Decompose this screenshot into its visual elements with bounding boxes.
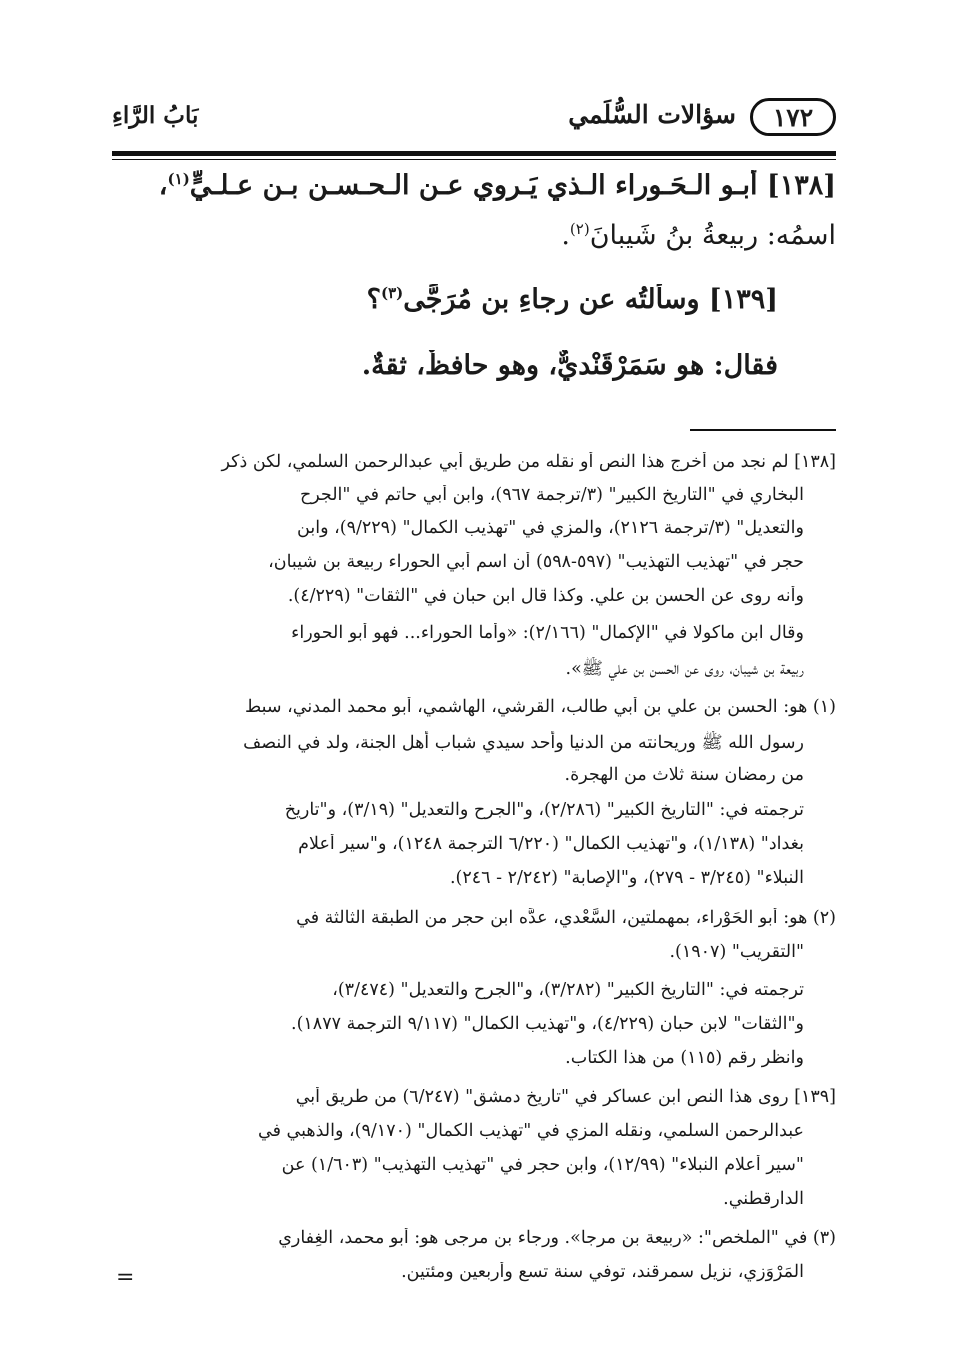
footnote-line: الدارقطني. bbox=[723, 1189, 804, 1209]
footnote-line: (١) هو: الحسن بن علي بن أبي طالب، القرشي، الهاشمي، أبو محمد المدني، سبط bbox=[244, 697, 836, 717]
page-header bbox=[112, 92, 836, 148]
footnote-line: وانظر رقم (١١٥) من هذا الكتاب. bbox=[565, 1048, 804, 1068]
footnote-ref-1[interactable]: (١) bbox=[167, 170, 190, 188]
footnote-separator bbox=[690, 429, 836, 431]
footnote-line: المَرْوَزي، نزيل سمرقند، توفي سنة تسع وأربعين ومئتين. bbox=[401, 1262, 804, 1282]
footnote-line: البخاري في "التاريخ الكبير" (٣/ترجمة ٩٦٧)، وابن أبي حاتم في "الجرح bbox=[299, 485, 804, 505]
entry-138-line-1: [١٣٨] أبـو الـحَـوراء الـذي يَـروي عـن الـحـسـنِ بـنِ عـلـيٍّ$^{(١)}$، bbox=[158, 170, 836, 201]
footnote-line: ترجمته في: "التاريخ الكبير" (٣/٢٨٢)، و"الجرح والتعديل" (٣/٤٧٤)، bbox=[332, 980, 804, 1000]
footnote-line: (٣) في "الملخص": «ربيعة بن مرجا». ورجاء بن مرجى هو: أبو محمد، الغِفاري bbox=[278, 1228, 836, 1248]
footnote-line: (٢) هو: أبو الحَوْراء، بمهملتين، السَّعْدي، عدَّه ابن حجر من الطبقة الثالثة في bbox=[296, 908, 836, 928]
continuation-mark: = bbox=[116, 1265, 135, 1290]
footnote-line: و"الثقات" لابن حبان (٤/٢٢٩)، و"تهذيب الكمال" (٩/١١٧ الترجمة ١٨٧٧). bbox=[291, 1014, 804, 1034]
footnote-line: ترجمته في: "التاريخ الكبير" (٢/٢٨٦)، و"الجرح والتعديل" (٣/١٩)، و"تاريخ bbox=[284, 800, 804, 820]
footnote-line: بغداد" (١/١٣٨)، و"تهذيب الكمال" (٦/٢٢٠ الترجمة ١٢٤٨)، و"سير أعلام bbox=[298, 834, 804, 854]
footnote-line: عبدالرحمن السلمي، ونقله المزي في "تهذيب الكمال" (٩/١٧٠)، والذهبي في bbox=[258, 1121, 804, 1141]
footnote-line: النبلاء" (٣/٢٤٥ - ٢٧٩)، و"الإصابة" (٢/٢٤٢ - ٢٤٦). bbox=[449, 868, 804, 888]
footnote-line: [١٣٩] روى هذا النص ابن عساكر في "تاريخ دمشق" (٦/٢٤٧) من طريق أبي bbox=[295, 1087, 836, 1107]
entry-138-line-2: اسمُه: ربيعةُ بنُ شَيبانَ$^{(٢)}$. bbox=[561, 220, 836, 251]
footnote-ref-2[interactable]: (٢) bbox=[569, 220, 590, 238]
footnote-line: "سير أعلام النبلاء" (١٢/٩٩)، وابن حجر في "تهذيب التهذيب" (١/٦٠٣) عن bbox=[281, 1155, 804, 1175]
header-rule-thick bbox=[112, 151, 836, 156]
footnote-line: رسول الله ﷺ وريحانته من الدنيا وأحد سيدي شباب أهل الجنة، ولد في النصف bbox=[243, 733, 804, 753]
footnote-line: وقال ابن ماكولا في "الإكمال" (٢/١٦٦): «وأما الحوراء... فهو أبو الحوراء bbox=[291, 623, 804, 643]
footnote-line: وأنه روى عن الحسن بن علي. وكذا قال ابن حبان في "الثقات" (٤/٢٢٩). bbox=[287, 586, 804, 606]
footnote-ref-3[interactable]: (٣) bbox=[380, 284, 404, 302]
footnote-line: [١٣٨] لم نجد من أخرج هذا النص أو نقله من طريق أبي عبدالرحمن السلمي، لكن ذكر bbox=[221, 452, 836, 472]
footnote-line: حجر في "تهذيب التهذيب" (٥٩٧-٥٩٨) أن اسم أبي الحوراء ربيعة بن شيبان، bbox=[268, 552, 804, 572]
footnote-line: من رمضان سنة ثلاث من الهجرة. bbox=[564, 765, 804, 785]
entry-139-question: [١٣٩] وسألتُه عن رجاءِ بنِ مُرَجًّى$^{(٣)}$؟ bbox=[366, 284, 778, 315]
book-title: سؤالات السُّلَمي bbox=[568, 100, 736, 129]
entry-139-answer: فقال: هو سَمَرْقَنْديٌّ، وهو حافظٌ، ثقةٌ. bbox=[361, 350, 778, 381]
page-number: ١٧٢ bbox=[772, 102, 814, 132]
chapter-title: بَابُ الرَّاءِ bbox=[112, 102, 199, 129]
footnote-line: والتعديل" (٣/ترجمة ٢١٢٦)، والمزي في "تهذيب الكمال" (٩/٢٢٩)، وابن bbox=[297, 518, 804, 538]
page-number-badge bbox=[750, 98, 836, 136]
footnote-line: "التقريب" (١٩٠٧). bbox=[669, 942, 804, 962]
header-rule-thin bbox=[112, 159, 836, 160]
footnote-line: ربيعة بن شيبان، روى عن الحسن بن علي ﷺ». bbox=[565, 659, 804, 679]
